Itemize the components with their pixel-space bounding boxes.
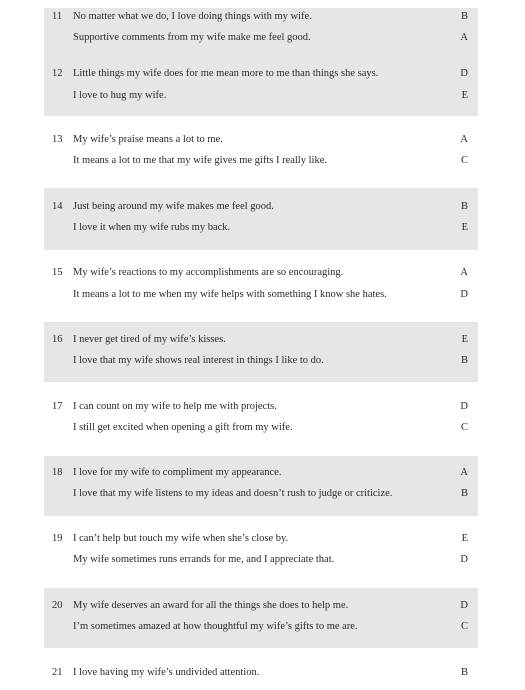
item-number: 13 [52, 134, 63, 145]
answer-letter: A [460, 267, 468, 278]
statement-row [44, 331, 478, 349]
answer-letter: A [460, 32, 468, 43]
answer-letter: B [460, 355, 468, 366]
statement-text: I can count on my wife to help me with projects. [73, 401, 277, 412]
statement-text: My wife’s praise means a lot to me. [73, 134, 223, 145]
answer-letter: D [460, 68, 468, 79]
item-number: 11 [52, 11, 63, 22]
statement-text: It means a lot to me when my wife helps with something I know she hates. [73, 289, 387, 300]
item-number: 12 [52, 68, 63, 79]
item-number: 16 [52, 334, 63, 345]
answer-letter: E [461, 90, 468, 101]
statement-row [44, 352, 478, 370]
statement-row [44, 485, 478, 503]
statement-row [44, 618, 478, 636]
statement-text: My wife’s reactions to my accomplishments are so encouraging. [73, 267, 344, 278]
item-number: 15 [52, 267, 63, 278]
statement-row [44, 29, 478, 47]
answer-letter: E [461, 222, 468, 233]
statement-text: No matter what we do, I love doing things with my wife. [73, 11, 312, 22]
statement-row [44, 8, 478, 26]
item-number: 20 [52, 600, 63, 611]
statement-text: It means a lot to me that my wife gives me gifts I really like. [73, 155, 327, 166]
statement-row [44, 152, 478, 170]
item-number: 14 [52, 201, 63, 212]
statement-text: I never get tired of my wife’s kisses. [73, 334, 226, 345]
statement-text: I still get excited when opening a gift from my wife. [73, 422, 293, 433]
statement-text: I love it when my wife rubs my back. [73, 222, 231, 233]
statement-text: My wife sometimes runs errands for me, and I appreciate that. [73, 554, 335, 565]
statement-text: I love for my wife to compliment my appearance. [73, 467, 282, 478]
answer-letter: A [460, 467, 468, 478]
statement-row [44, 87, 478, 105]
statement-row [44, 551, 478, 569]
statement-row [44, 286, 478, 304]
statement-text: I love that my wife listens to my ideas and doesn’t rush to judge or criticize. [73, 488, 393, 499]
answer-letter: A [460, 134, 468, 145]
statement-row [44, 198, 478, 216]
statement-row [44, 664, 478, 682]
item-number: 19 [52, 533, 63, 544]
statement-row [44, 530, 478, 548]
statement-row [44, 131, 478, 149]
statement-row [44, 264, 478, 282]
item-number: 18 [52, 467, 63, 478]
statement-text: Just being around my wife makes me feel good. [73, 201, 274, 212]
statement-text: I love that my wife shows real interest in things I like to do. [73, 355, 324, 366]
answer-letter: C [460, 422, 468, 433]
statement-text: Supportive comments from my wife make me feel good. [73, 32, 311, 43]
answer-letter: C [460, 155, 468, 166]
statement-text: I love having my wife’s undivided attention. [73, 667, 260, 678]
quiz-item-12 [44, 54, 478, 116]
statement-row [44, 219, 478, 237]
statement-row [44, 419, 478, 437]
answer-letter: E [461, 334, 468, 345]
item-number: 17 [52, 401, 63, 412]
statement-row [44, 464, 478, 482]
statement-row [44, 398, 478, 416]
answer-letter: B [460, 488, 468, 499]
answer-letter: D [460, 554, 468, 565]
statement-text: I’m sometimes amazed at how thoughtful my wife’s gifts to me are. [73, 621, 358, 632]
answer-letter: B [460, 11, 468, 22]
statement-text: I love to hug my wife. [73, 90, 167, 101]
answer-letter: D [460, 401, 468, 412]
answer-letter: B [460, 667, 468, 678]
statement-row [44, 597, 478, 615]
answer-letter: B [460, 201, 468, 212]
statement-text: My wife deserves an award for all the things she does to help me. [73, 600, 349, 611]
statement-row [44, 65, 478, 83]
answer-letter: D [460, 600, 468, 611]
statement-text: Little things my wife does for me mean more to me than things she says. [73, 68, 379, 79]
answer-letter: E [461, 533, 468, 544]
answer-letter: C [460, 621, 468, 632]
statement-text: I can’t help but touch my wife when she’s close by. [73, 533, 289, 544]
answer-letter: D [460, 289, 468, 300]
item-number: 21 [52, 667, 63, 678]
